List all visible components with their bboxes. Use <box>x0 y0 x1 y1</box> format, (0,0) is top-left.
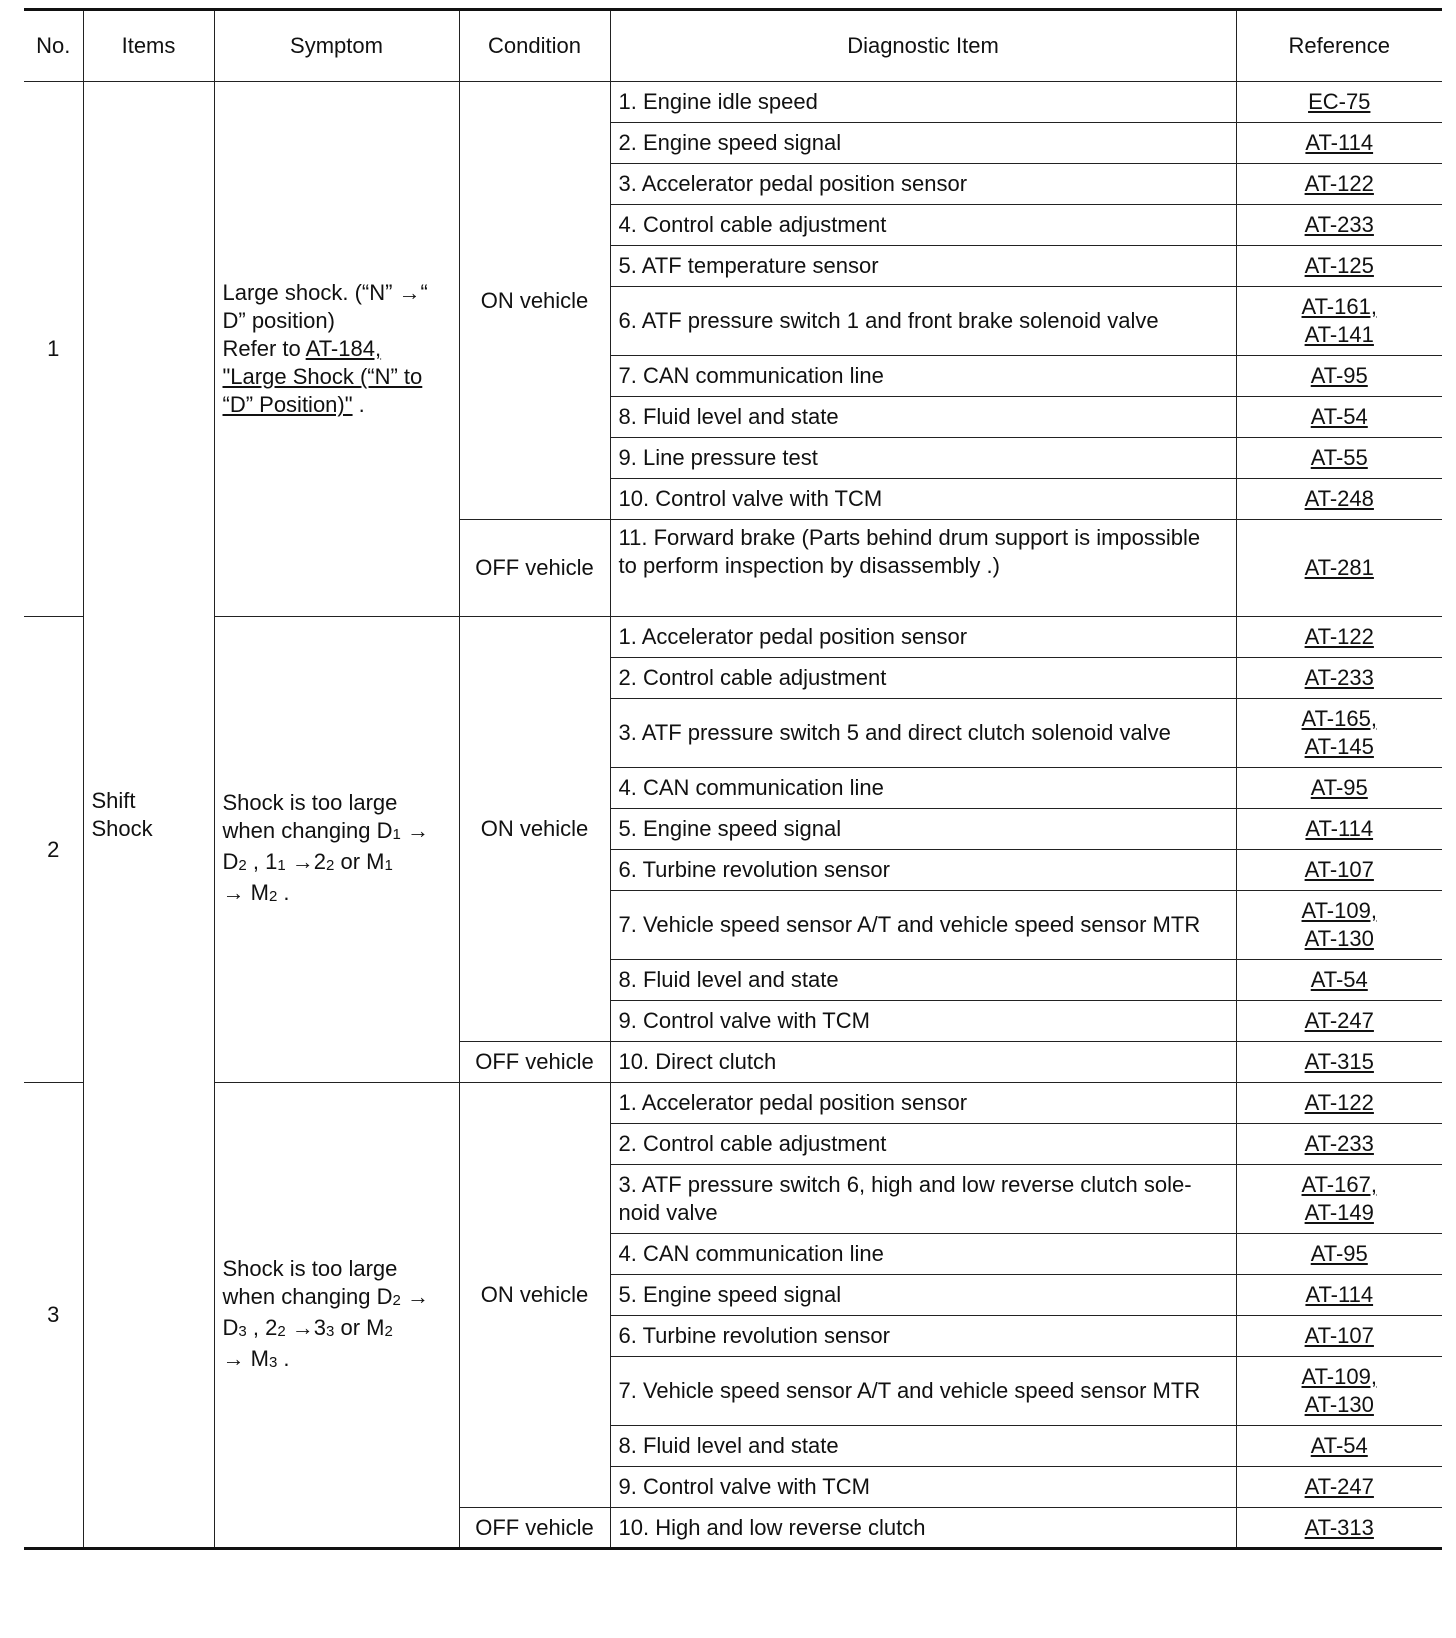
diagnostic-item: 10. High and low reverse clutch <box>610 1508 1236 1549</box>
reference-cell <box>1236 699 1442 768</box>
symptom-text: Shock is too large <box>222 1255 398 1281</box>
reference-link[interactable]: AT-125 <box>1304 253 1374 278</box>
reference-link[interactable]: AT-247 <box>1304 1008 1374 1033</box>
diagnostic-item: 10. Direct clutch <box>610 1042 1236 1083</box>
reference-link[interactable]: AT-161, <box>1301 294 1377 319</box>
reference-cell <box>1236 1357 1442 1426</box>
reference-link[interactable]: AT-107 <box>1304 857 1374 882</box>
diagnostic-item: 7. Vehicle speed sensor A/T and vehicle speed sensor MTR <box>610 891 1236 960</box>
header-symptom: Symptom <box>214 10 459 82</box>
header-condition: Condition <box>459 10 610 82</box>
subscript: 1 <box>384 857 393 874</box>
symptom-reference-link[interactable]: AT-184, <box>305 336 382 361</box>
symptom-text: . <box>277 1345 290 1371</box>
diagnostic-item: 1. Engine idle speed <box>610 82 1236 123</box>
diagnostic-item: 5. ATF temperature sensor <box>610 246 1236 287</box>
reference-link[interactable]: AT-145 <box>1304 734 1374 759</box>
reference-link[interactable]: AT-114 <box>1305 816 1374 841</box>
diagnostic-item: 7. Vehicle speed sensor A/T and vehicle speed sensor MTR <box>610 1357 1236 1426</box>
reference-cell <box>1236 1275 1442 1316</box>
symptom-text: → <box>400 818 429 843</box>
diagnostic-item: 9. Control valve with TCM <box>610 1467 1236 1508</box>
reference-link[interactable]: AT-233 <box>1304 1131 1374 1156</box>
reference-cell <box>1236 891 1442 960</box>
reference-link[interactable]: AT-315 <box>1304 1049 1374 1074</box>
reference-link[interactable]: AT-141 <box>1304 322 1374 347</box>
diagnostic-item: 4. CAN communication line <box>610 768 1236 809</box>
subscript: 2 <box>268 888 278 905</box>
diagnostic-item: 2. Engine speed signal <box>610 123 1236 164</box>
reference-link[interactable]: EC-75 <box>1308 89 1371 114</box>
subscript: 3 <box>268 1353 278 1371</box>
reference-cell <box>1236 617 1442 658</box>
diagnostic-item: 1. Accelerator pedal position sensor <box>610 617 1236 658</box>
reference-link[interactable]: AT-109, <box>1301 1364 1377 1389</box>
reference-cell <box>1236 809 1442 850</box>
reference-link[interactable]: AT-313 <box>1304 1514 1374 1540</box>
reference-link[interactable]: AT-149 <box>1304 1200 1374 1225</box>
header-items: Items <box>83 10 214 82</box>
symptom-text: → <box>400 1283 429 1309</box>
condition-cell: OFF vehicle <box>459 1508 610 1549</box>
reference-cell <box>1236 520 1442 617</box>
symptom-text: D <box>222 1314 239 1340</box>
reference-cell <box>1236 164 1442 205</box>
diagnostic-item: 7. CAN communication line <box>610 356 1236 397</box>
symptom-text: or M <box>334 849 385 874</box>
diagnostic-item: 5. Engine speed signal <box>610 1275 1236 1316</box>
reference-cell <box>1236 356 1442 397</box>
reference-link[interactable]: AT-165, <box>1301 706 1377 731</box>
reference-link[interactable]: AT-130 <box>1304 1392 1374 1417</box>
diagnostic-item: 8. Fluid level and state <box>610 397 1236 438</box>
subscript: 2 <box>392 1291 401 1309</box>
reference-link[interactable]: AT-122 <box>1304 1090 1374 1115</box>
reference-cell <box>1236 397 1442 438</box>
reference-link[interactable]: AT-130 <box>1304 926 1374 951</box>
diagnostic-item: 8. Fluid level and state <box>610 960 1236 1001</box>
condition-cell: OFF vehicle <box>459 1042 610 1083</box>
subscript: 2 <box>277 1322 286 1340</box>
group-number: 3 <box>24 1083 83 1549</box>
header-no: No. <box>24 10 83 82</box>
reference-link[interactable]: AT-95 <box>1310 363 1368 388</box>
reference-link[interactable]: AT-281 <box>1304 555 1374 580</box>
symptom-text: →3 <box>285 1314 327 1340</box>
header-diagnostic-item: Diagnostic Item <box>610 10 1236 82</box>
reference-cell <box>1236 123 1442 164</box>
reference-link[interactable]: AT-95 <box>1310 775 1368 800</box>
diagnostic-item: 2. Control cable adjustment <box>610 658 1236 699</box>
table-row <box>24 1083 1442 1124</box>
reference-cell <box>1236 1165 1442 1234</box>
diagnosis-table-container <box>24 8 1442 1550</box>
subscript: 2 <box>326 857 335 874</box>
diagnostic-item: 4. CAN communication line <box>610 1234 1236 1275</box>
diagnostic-item: 10. Control valve with TCM <box>610 479 1236 520</box>
symptom-reference-link[interactable]: "Large Shock (“N” to <box>222 364 423 389</box>
condition-cell: ON vehicle <box>459 82 610 520</box>
subscript: 3 <box>238 1322 247 1340</box>
reference-link[interactable]: AT-54 <box>1310 1433 1368 1458</box>
subscript: 3 <box>326 1322 335 1340</box>
reference-link[interactable]: AT-167, <box>1301 1172 1377 1197</box>
reference-cell <box>1236 1001 1442 1042</box>
reference-link[interactable]: AT-95 <box>1310 1241 1368 1266</box>
symptom-text: , 1 <box>246 849 278 874</box>
reference-cell <box>1236 850 1442 891</box>
condition-cell: OFF vehicle <box>459 520 610 617</box>
symptom-text: D” position) <box>222 308 335 333</box>
symptom-text: . <box>277 880 290 905</box>
reference-cell <box>1236 479 1442 520</box>
diagnostic-item: 6. Turbine revolution sensor <box>610 850 1236 891</box>
reference-link[interactable]: AT-248 <box>1304 486 1374 511</box>
symptom-text: Shock is too large <box>222 790 398 815</box>
reference-cell <box>1236 205 1442 246</box>
reference-cell <box>1236 82 1442 123</box>
reference-link[interactable]: AT-107 <box>1304 1323 1374 1348</box>
diagnostic-item: 11. Forward brake (Parts behind drum support is impossible to perform inspection by disassembly .) <box>610 520 1236 617</box>
reference-link[interactable]: AT-114 <box>1305 1282 1374 1307</box>
diagnostic-item: 1. Accelerator pedal position sensor <box>610 1083 1236 1124</box>
reference-cell <box>1236 1042 1442 1083</box>
symptom-cell <box>214 82 459 617</box>
reference-cell <box>1236 1234 1442 1275</box>
symptom-text: → M <box>222 880 269 905</box>
reference-link[interactable]: AT-122 <box>1304 171 1374 196</box>
symptom-text: when changing D <box>222 1283 393 1309</box>
diagnosis-table <box>24 8 1442 1550</box>
reference-cell <box>1236 287 1442 356</box>
reference-link[interactable]: AT-233 <box>1304 665 1374 690</box>
reference-link[interactable]: AT-109, <box>1301 898 1377 923</box>
symptom-text: D <box>222 849 239 874</box>
reference-link[interactable]: AT-122 <box>1304 624 1374 649</box>
symptom-reference-link[interactable]: “D” Position)" <box>222 392 353 417</box>
group-number: 2 <box>24 617 83 1083</box>
subscript: 2 <box>238 857 247 874</box>
reference-cell <box>1236 1426 1442 1467</box>
symptom-text: . <box>352 392 365 417</box>
subscript: 1 <box>277 857 286 874</box>
reference-cell <box>1236 960 1442 1001</box>
reference-link[interactable]: AT-54 <box>1310 967 1368 992</box>
diagnostic-item: 6. ATF pressure switch 1 and front brake solenoid valve <box>610 287 1236 356</box>
reference-cell <box>1236 1083 1442 1124</box>
condition-cell: ON vehicle <box>459 1083 610 1508</box>
condition-cell: ON vehicle <box>459 617 610 1042</box>
symptom-text: , 2 <box>246 1314 278 1340</box>
reference-link[interactable]: AT-247 <box>1304 1474 1374 1499</box>
reference-cell <box>1236 1467 1442 1508</box>
symptom-text: when changing D <box>222 818 393 843</box>
reference-cell <box>1236 1124 1442 1165</box>
diagnostic-item: 9. Control valve with TCM <box>610 1001 1236 1042</box>
table-row <box>24 82 1442 123</box>
diagnostic-item: 2. Control cable adjustment <box>610 1124 1236 1165</box>
group-number: 1 <box>24 82 83 617</box>
symptom-text: → M <box>222 1345 269 1371</box>
item-shift-shock: Shift Shock <box>83 82 214 1549</box>
reference-cell <box>1236 768 1442 809</box>
symptom-text: or M <box>334 1314 385 1340</box>
diagnostic-item: 3. ATF pressure switch 6, high and low reverse clutch sole- noid valve <box>610 1165 1236 1234</box>
reference-link[interactable]: AT-114 <box>1305 130 1374 155</box>
diagnostic-item: 5. Engine speed signal <box>610 809 1236 850</box>
symptom-text: Refer to <box>222 336 306 361</box>
reference-cell <box>1236 438 1442 479</box>
header-row <box>24 10 1442 82</box>
table-body <box>24 82 1442 1549</box>
subscript: 2 <box>384 1322 393 1340</box>
reference-cell <box>1236 246 1442 287</box>
subscript: 1 <box>392 826 401 843</box>
reference-link[interactable]: AT-233 <box>1304 212 1374 237</box>
table-row <box>24 617 1442 658</box>
symptom-cell <box>214 1083 459 1549</box>
diagnostic-item: 3. Accelerator pedal position sensor <box>610 164 1236 205</box>
reference-cell <box>1236 1508 1442 1549</box>
header-reference: Reference <box>1236 10 1442 82</box>
reference-cell <box>1236 658 1442 699</box>
reference-cell <box>1236 1316 1442 1357</box>
diagnostic-item: 3. ATF pressure switch 5 and direct clutch solenoid valve <box>610 699 1236 768</box>
diagnostic-item: 6. Turbine revolution sensor <box>610 1316 1236 1357</box>
diagnostic-item: 9. Line pressure test <box>610 438 1236 479</box>
diagnostic-item: 4. Control cable adjustment <box>610 205 1236 246</box>
symptom-text: →2 <box>285 849 327 874</box>
symptom-cell <box>214 617 459 1083</box>
reference-link[interactable]: AT-54 <box>1310 404 1368 429</box>
symptom-text: Large shock. (“N” →“ <box>222 280 428 305</box>
reference-link[interactable]: AT-55 <box>1310 445 1368 470</box>
diagnostic-item: 8. Fluid level and state <box>610 1426 1236 1467</box>
